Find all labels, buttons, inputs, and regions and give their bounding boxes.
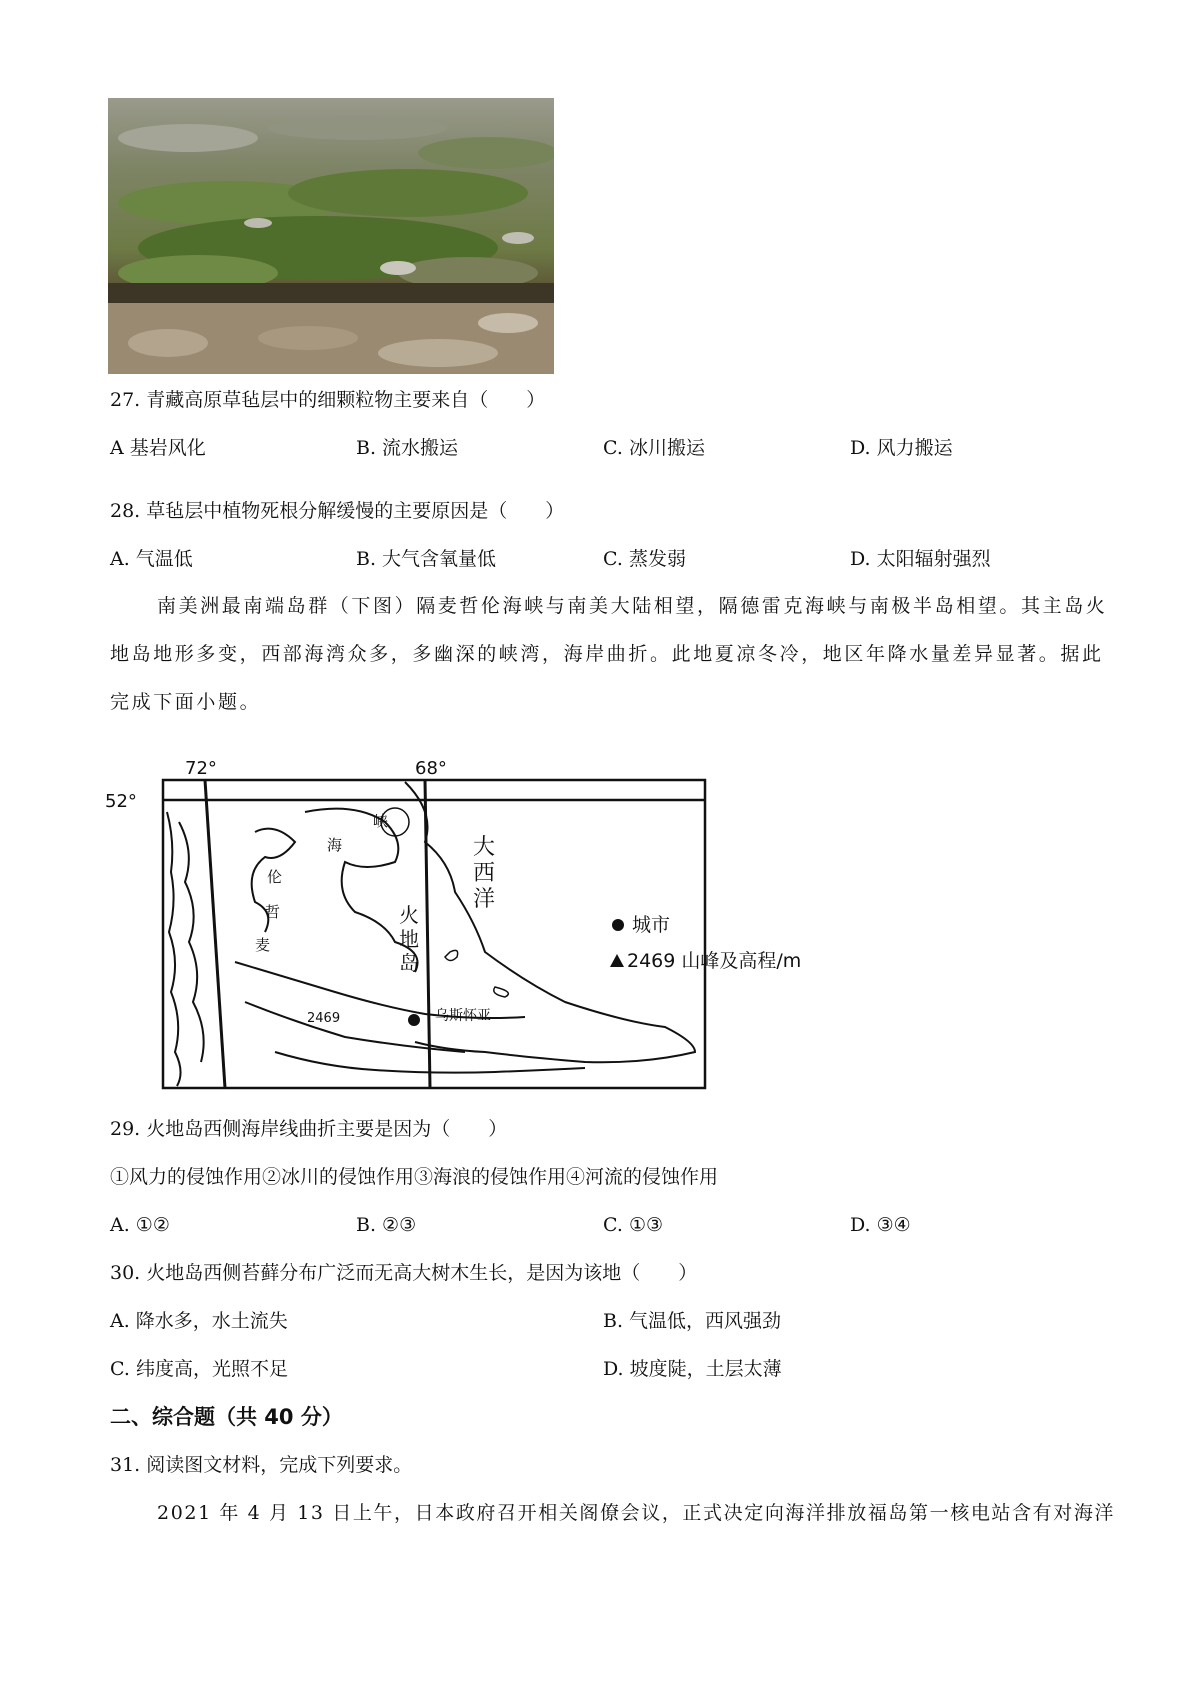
passage-line-1: 南美洲最南端岛群（下图）隔麦哲伦海峡与南美大陆相望，隔德雷克海峡与南极半岛相望。其主岛火 bbox=[157, 595, 1108, 617]
strait-char-4: 哲 bbox=[265, 903, 281, 921]
ocean-char-2: 西 bbox=[473, 861, 496, 886]
section-2-heading: 二、综合题（共 40 分） bbox=[110, 1405, 343, 1429]
strait-char-5: 麦 bbox=[255, 936, 271, 954]
passage-line-2: 地岛地形多变，西部海湾众多，多幽深的峡湾，海岸曲折。此地夏凉冬冷，地区年降水量差异显著。据此 bbox=[110, 643, 1104, 665]
q30-option-c[interactable]: C. 纬度高，光照不足 bbox=[110, 1358, 288, 1380]
q27-stem: 27. 青藏高原草毡层中的细颗粒物主要来自（ ） bbox=[110, 389, 546, 411]
island-char-3: 岛 bbox=[399, 951, 419, 975]
legend-peak-label: 2469 山峰及高程/m bbox=[627, 950, 802, 972]
q30-stem: 30. 火地岛西侧苔藓分布广泛而无高大树木生长，是因为该地（ ） bbox=[110, 1262, 698, 1284]
q29-option-a[interactable]: A. ①② bbox=[110, 1214, 170, 1236]
lat-52-label: 52° bbox=[105, 791, 137, 812]
ocean-char-3: 洋 bbox=[473, 887, 496, 912]
q27-option-b[interactable]: B. 流水搬运 bbox=[356, 437, 459, 459]
q28-option-a[interactable]: A. 气温低 bbox=[110, 548, 193, 570]
island-char-2: 地 bbox=[399, 927, 419, 951]
passage-line-3: 完成下面小题。 bbox=[110, 691, 262, 713]
grass-felt-photo bbox=[108, 98, 554, 374]
q29-option-d[interactable]: D. ③④ bbox=[850, 1214, 911, 1236]
q30-option-a[interactable]: A. 降水多，水土流失 bbox=[110, 1310, 288, 1332]
q29-stem: 29. 火地岛西侧海岸线曲折主要是因为（ ） bbox=[110, 1118, 508, 1140]
lon-72-label: 72° bbox=[185, 758, 217, 779]
tierra-del-fuego-map bbox=[105, 752, 835, 1092]
island-char-1: 火 bbox=[399, 903, 419, 927]
q28-stem: 28. 草毡层中植物死根分解缓慢的主要原因是（ ） bbox=[110, 500, 565, 522]
legend-city-label: 城市 bbox=[632, 914, 671, 936]
q31-stem: 31. 阅读图文材料，完成下列要求。 bbox=[110, 1454, 413, 1476]
q27-option-d[interactable]: D. 风力搬运 bbox=[850, 437, 953, 459]
city-label: 乌斯怀亚 bbox=[435, 1008, 491, 1024]
q27-option-a[interactable]: A 基岩风化 bbox=[110, 437, 206, 459]
legend-city-icon bbox=[612, 919, 624, 931]
q30-option-d[interactable]: D. 坡度陡，土层太薄 bbox=[603, 1358, 782, 1380]
city-marker-icon bbox=[408, 1014, 420, 1026]
q29-choices: ①风力的侵蚀作用②冰川的侵蚀作用③海浪的侵蚀作用④河流的侵蚀作用 bbox=[110, 1166, 719, 1188]
q29-option-c[interactable]: C. ①③ bbox=[603, 1214, 664, 1236]
ocean-char-1: 大 bbox=[473, 835, 496, 860]
q28-option-b[interactable]: B. 大气含氧量低 bbox=[356, 548, 497, 570]
strait-char-1: 峡 bbox=[373, 812, 389, 830]
q31-material-line-1: 2021 年 4 月 13 日上午，日本政府召开相关阁僚会议，正式决定向海洋排放福岛第一核电站含有对海洋 bbox=[157, 1502, 1116, 1524]
peak-elevation-label: 2469 bbox=[307, 1011, 341, 1026]
q30-option-b[interactable]: B. 气温低，西风强劲 bbox=[603, 1310, 782, 1332]
q28-option-c[interactable]: C. 蒸发弱 bbox=[603, 548, 686, 570]
legend-peak-icon bbox=[610, 954, 624, 967]
strait-char-2: 海 bbox=[327, 836, 343, 854]
strait-char-3: 伦 bbox=[267, 868, 283, 886]
q27-option-c[interactable]: C. 冰川搬运 bbox=[603, 437, 705, 459]
q29-option-b[interactable]: B. ②③ bbox=[356, 1214, 417, 1236]
q28-option-d[interactable]: D. 太阳辐射强烈 bbox=[850, 548, 991, 570]
lon-68-label: 68° bbox=[415, 758, 447, 779]
